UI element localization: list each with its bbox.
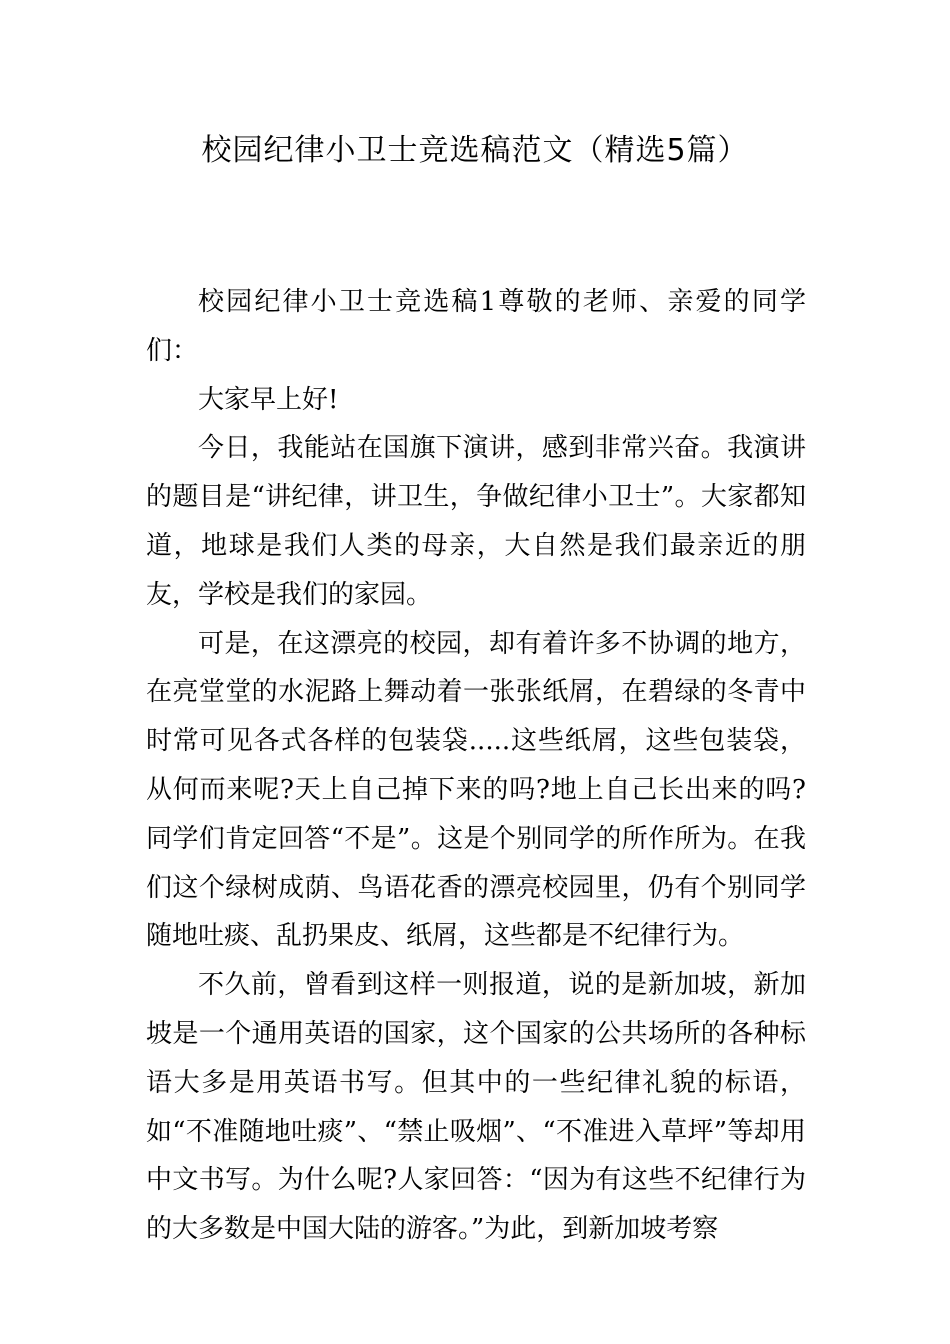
paragraph-campus-litter: 可是，在这漂亮的校园，却有着许多不协调的地方，在亮堂堂的水泥路上舞动着一张张纸屑，在碧绿的冬青中时常可见各式各样的包装袋.....这些纸屑，这些包装袋，从何而来呢?天上自己掉下来的吗?地上自己长出来的吗?同学们肯定回答“不是”。这是个别同学的所作所为。在我们这个绿树成荫、鸟语花香的漂亮校园里，仍有个别同学随地吐痰、乱扔果皮、纸屑，这些都是不纪律行为。 <box>146 628 806 952</box>
paragraph-intro: 今日，我能站在国旗下演讲，感到非常兴奋。我演讲的题目是“讲纪律，讲卫生，争做纪律小卫士”。大家都知道，地球是我们人类的母亲，大自然是我们最亲近的朋友，学校是我们的家园。 <box>146 433 806 610</box>
paragraph-singapore-report: 不久前，曾看到这样一则报道，说的是新加坡，新加坡是一个通用英语的国家，这个国家的公共场所的各种标语大多是用英语书写。但其中的一些纪律礼貌的标语，如“不准随地吐痰”、“禁止吸烟”、“不准进入草坪”等却用中文书写。为什么呢?人家回答：“因为有这些不纪律行为的大多数是中国大陆的游客。”为此，到新加坡考察 <box>146 970 806 1245</box>
paragraph-salutation: 校园纪律小卫士竞选稿1尊敬的老师、亲爱的同学们： <box>146 287 806 366</box>
document-body <box>146 278 806 1254</box>
paragraph-greeting: 大家早上好! <box>198 384 339 415</box>
document-title: 校园纪律小卫士竞选稿范文（精选5篇） <box>201 133 749 168</box>
